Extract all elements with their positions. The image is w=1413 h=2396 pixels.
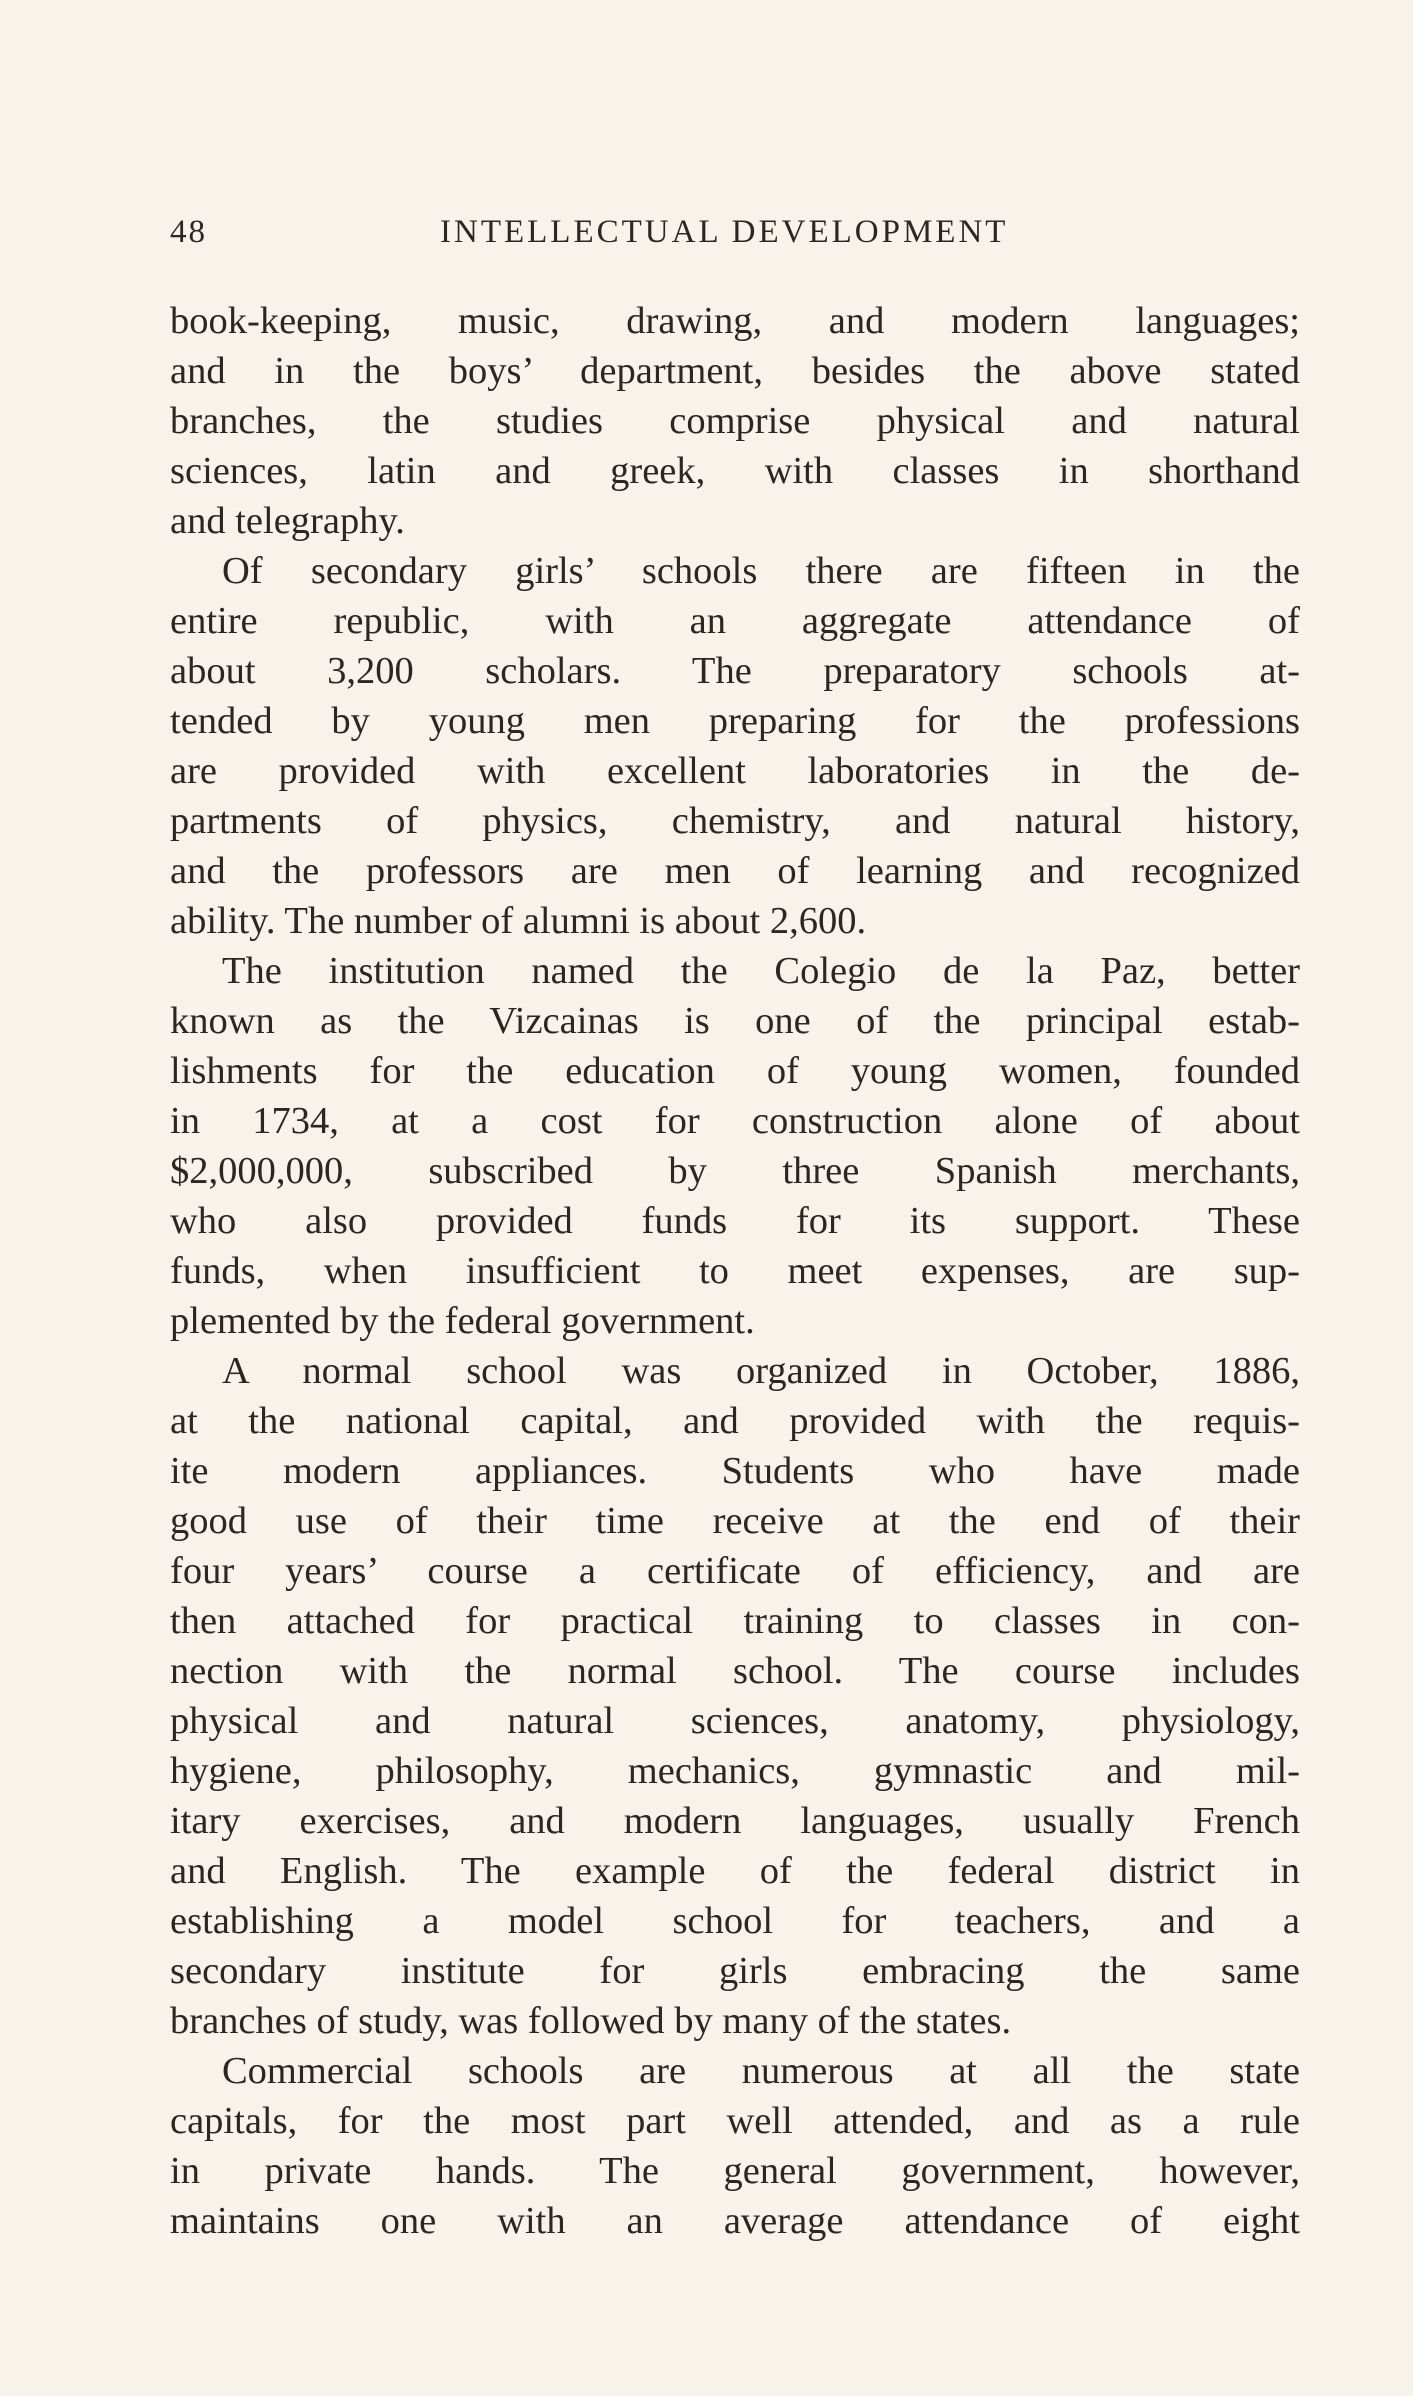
text-line: lishments for the education of young women, founded: [170, 1050, 1300, 1092]
text-line: partments of physics, chemistry, and natural history,: [170, 800, 1300, 842]
text-line: plemented by the federal government.: [170, 1300, 755, 1342]
text-line: The institution named the Colegio de la Paz, better: [222, 950, 1300, 992]
text-line: book-keeping, music, drawing, and modern languages;: [170, 300, 1300, 342]
running-title: INTELLECTUAL DEVELOPMENT: [440, 214, 1009, 250]
text-line: and telegraphy.: [170, 500, 405, 542]
text-line: Commercial schools are numerous at all the state: [222, 2050, 1300, 2092]
text-line: secondary institute for girls embracing the same: [170, 1950, 1300, 1992]
text-line: A normal school was organized in October, 1886,: [222, 1350, 1300, 1392]
text-line: and in the boys’ department, besides the above stated: [170, 350, 1300, 392]
text-line: about 3,200 scholars. The preparatory schools at-: [170, 650, 1300, 692]
body-text: [170, 296, 1300, 2246]
text-line: and English. The example of the federal district in: [170, 1850, 1300, 1892]
text-line: ability. The number of alumni is about 2,600.: [170, 900, 867, 942]
text-line: Of secondary girls’ schools there are fifteen in the: [222, 550, 1300, 592]
text-line: branches of study, was followed by many of the states.: [170, 2000, 1012, 2042]
text-line: in 1734, at a cost for construction alone of about: [170, 1100, 1300, 1142]
text-line: maintains one with an average attendance of eight: [170, 2200, 1300, 2242]
text-line: ite modern appliances. Students who have made: [170, 1450, 1300, 1492]
text-line: funds, when insufficient to meet expenses, are sup-: [170, 1250, 1300, 1292]
text-line: who also provided funds for its support. These: [170, 1200, 1300, 1242]
text-line: entire republic, with an aggregate attendance of: [170, 600, 1300, 642]
text-line: sciences, latin and greek, with classes in shorthand: [170, 450, 1300, 492]
text-line: branches, the studies comprise physical and natural: [170, 400, 1300, 442]
page-number: 48: [170, 214, 207, 250]
text-line: hygiene, philosophy, mechanics, gymnastic and mil-: [170, 1750, 1300, 1792]
text-line: good use of their time receive at the end of their: [170, 1500, 1300, 1542]
text-line: and the professors are men of learning and recognized: [170, 850, 1300, 892]
text-line: known as the Vizcainas is one of the principal estab-: [170, 1000, 1300, 1042]
running-header: [170, 214, 1300, 258]
text-line: at the national capital, and provided with the requis-: [170, 1400, 1300, 1442]
text-line: itary exercises, and modern languages, usually French: [170, 1800, 1300, 1842]
text-line: tended by young men preparing for the professions: [170, 700, 1300, 742]
text-line: $2,000,000, subscribed by three Spanish merchants,: [170, 1150, 1300, 1192]
text-line: then attached for practical training to classes in con-: [170, 1600, 1300, 1642]
text-line: physical and natural sciences, anatomy, physiology,: [170, 1700, 1300, 1742]
text-line: establishing a model school for teachers, and a: [170, 1900, 1300, 1942]
text-line: in private hands. The general government, however,: [170, 2150, 1300, 2192]
text-line: capitals, for the most part well attended, and as a rule: [170, 2100, 1300, 2142]
text-line: four years’ course a certificate of efficiency, and are: [170, 1550, 1300, 1592]
text-line: nection with the normal school. The course includes: [170, 1650, 1300, 1692]
text-line: are provided with excellent laboratories in the de-: [170, 750, 1300, 792]
